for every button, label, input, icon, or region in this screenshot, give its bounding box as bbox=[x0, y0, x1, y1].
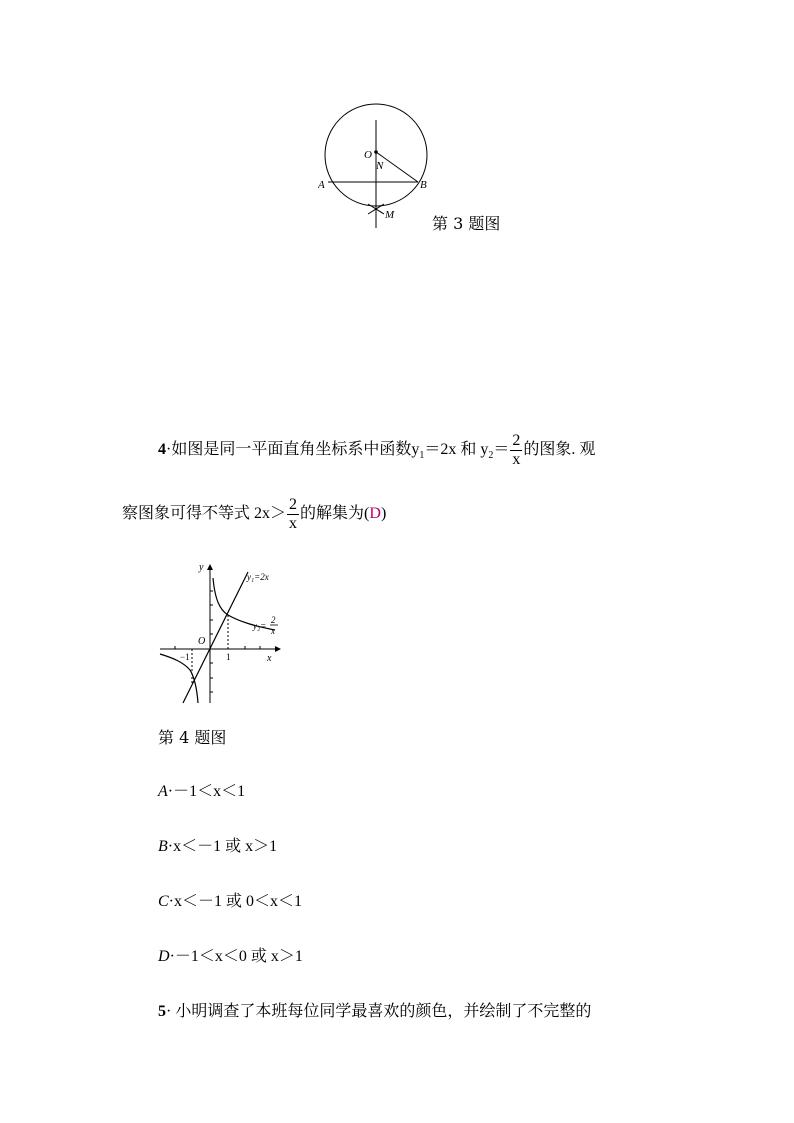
option-c-letter: C bbox=[158, 893, 169, 910]
label-y2-num: 2 bbox=[271, 615, 276, 625]
fraction-numerator-2: 2 bbox=[289, 495, 298, 513]
option-d bbox=[158, 947, 303, 967]
q5-text: · 小明调查了本班每位同学最喜欢的颜色，并绘制了不完整的 bbox=[166, 1003, 592, 1020]
q4-line2-b: 的解集为( bbox=[300, 505, 370, 522]
x-axis-label: x bbox=[267, 653, 272, 664]
q4-line2-c: ) bbox=[380, 505, 387, 522]
q4-eq1: ＝2x 和 bbox=[424, 441, 481, 458]
option-c bbox=[158, 892, 302, 912]
label-n: N bbox=[376, 160, 384, 172]
y-axis-arrow bbox=[207, 564, 213, 570]
label-y2-left: y₂= bbox=[253, 621, 267, 631]
q4-stem-a: ·如图是同一平面直角坐标系中函数 bbox=[166, 441, 412, 458]
q4-caption: 第 4 题图 bbox=[158, 728, 227, 747]
option-b-text: ·x＜－1 或 x＞1 bbox=[167, 838, 278, 855]
option-d-letter: D bbox=[158, 948, 170, 965]
fraction-2-over-x bbox=[510, 432, 522, 469]
fraction-numerator: 2 bbox=[512, 431, 521, 449]
fraction-denominator: x bbox=[512, 450, 521, 468]
q4-line-1 bbox=[158, 430, 595, 476]
q4-stem-b: 的图象. 观 bbox=[523, 441, 596, 458]
tick-label-neg1: −1 bbox=[180, 652, 190, 662]
label-b: B bbox=[420, 179, 427, 191]
fraction-denominator-2: x bbox=[289, 514, 298, 532]
q4-inequality: 2x＞ bbox=[254, 505, 287, 522]
y1-subscript: 1 bbox=[419, 450, 425, 462]
q3-caption: 第 3 题图 bbox=[432, 214, 501, 233]
circle-diagram bbox=[318, 100, 438, 236]
option-a-letter: A bbox=[158, 783, 168, 800]
x-axis-arrow bbox=[275, 646, 281, 652]
label-y1: y₁=2x bbox=[247, 572, 269, 582]
y1-symbol: y bbox=[411, 441, 420, 458]
fraction-2-over-x-2 bbox=[287, 496, 299, 533]
q4-line2-a: 察图象可得不等式 bbox=[122, 505, 255, 522]
label-o: O bbox=[364, 149, 372, 161]
label-a: A bbox=[318, 179, 325, 191]
coordinate-graph bbox=[155, 560, 290, 705]
option-d-text: ·－1＜x＜0 或 x＞1 bbox=[169, 948, 303, 965]
q3-figure bbox=[318, 100, 438, 236]
y2-subscript: 2 bbox=[488, 450, 494, 462]
q4-line-2 bbox=[122, 494, 386, 534]
tick-label-1: 1 bbox=[226, 652, 231, 662]
q5-number: 5 bbox=[158, 1003, 166, 1020]
q5-line-1 bbox=[158, 1002, 591, 1022]
y-axis-label: y bbox=[199, 562, 204, 573]
q4-answer: D bbox=[369, 505, 381, 522]
center-point bbox=[374, 150, 378, 154]
option-b bbox=[158, 837, 277, 857]
q4-eq2: ＝ bbox=[493, 441, 510, 458]
y2-symbol: y bbox=[480, 441, 489, 458]
option-b-letter: B bbox=[158, 838, 168, 855]
option-a bbox=[158, 782, 245, 802]
origin-label: O bbox=[198, 636, 206, 647]
label-m: M bbox=[385, 209, 395, 221]
option-c-text: ·x＜－1 或 0＜x＜1 bbox=[168, 893, 303, 910]
q4-number: 4 bbox=[158, 441, 166, 458]
label-y2-den: x bbox=[271, 626, 275, 636]
q4-graph bbox=[155, 560, 290, 705]
option-a-text: ·－1＜x＜1 bbox=[167, 783, 246, 800]
